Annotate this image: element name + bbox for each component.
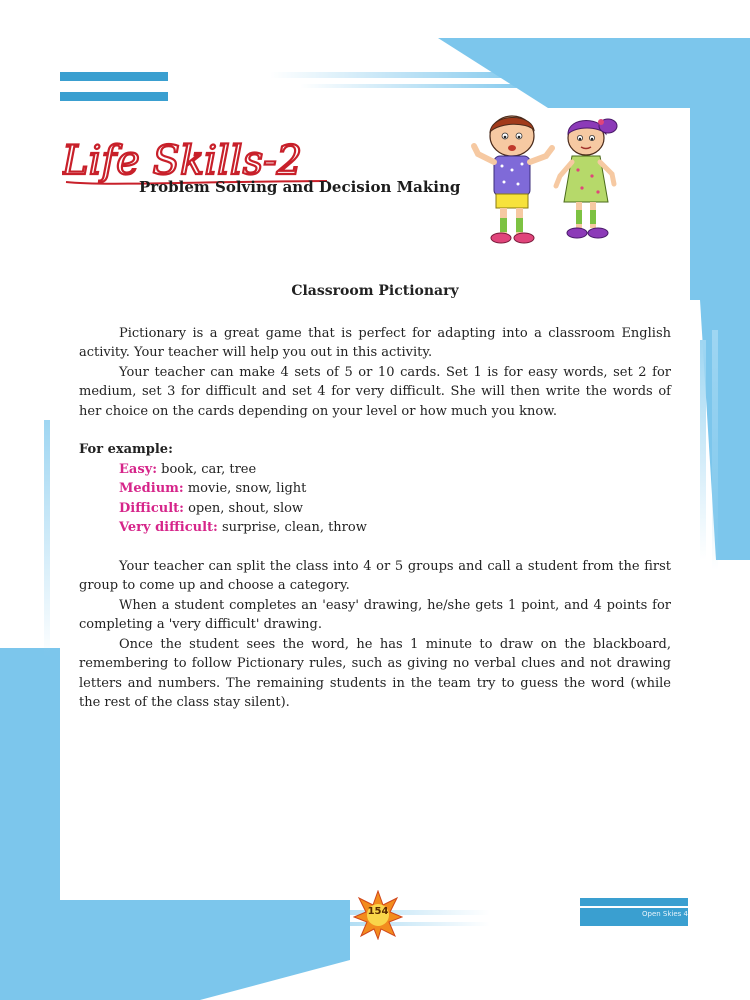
book-name: Open Skies 4 [642, 910, 688, 918]
paragraph: When a student completes an 'easy' drawing, he/she gets 1 point, and 4 points for completing a 'very difficult' drawing. [79, 597, 671, 632]
paragraph: Pictionary is a great game that is perfect for adapting into a classroom English activity. Your teacher will help you out in this activity. [79, 325, 671, 360]
main-content [79, 282, 671, 713]
example-words: book, car, tree [157, 461, 257, 477]
example-words: movie, snow, light [183, 481, 307, 496]
example-item [79, 518, 671, 538]
paragraph: Your teacher can split the class into 4 or 5 groups and call a student from the first group to come up and choose a category. [79, 558, 671, 593]
page-subtitle: Problem Solving and Decision Making [139, 178, 461, 196]
example-item [79, 479, 671, 499]
example-words: open, shout, slow [183, 500, 304, 516]
children-illustration [468, 110, 638, 250]
paragraph: Once the student sees the word, he has 1 minute to draw on the blackboard, remembering to follow Pictionary rules, such as giving no verbal clues and not drawing letters and numbers. The remaining students in the team try to guess the word (while the rest of the class stay silent). [79, 636, 671, 710]
girl-illustration [556, 119, 617, 238]
life-skills-title: Life Skills-2 [62, 138, 303, 184]
example-heading: For example: [79, 442, 173, 457]
example-label: Medium: [119, 481, 184, 496]
example-words: surprise, clean, throw [217, 520, 367, 535]
example-item [79, 460, 671, 480]
example-label: Easy: [119, 461, 158, 477]
boy-illustration [474, 116, 552, 243]
page-number: 154 [367, 906, 389, 917]
section-title: Classroom Pictionary [291, 283, 459, 299]
paragraph: Your teacher can make 4 sets of 5 or 10 cards. Set 1 is for easy words, set 2 for medium, set 3 for difficult and set 4 for very difficult. She will then write the words of her choice on the cards depending on your level or how much you know. [79, 364, 671, 419]
example-item [79, 499, 671, 519]
example-label: Difficult: [119, 500, 184, 516]
example-label: Very difficult: [119, 520, 218, 535]
